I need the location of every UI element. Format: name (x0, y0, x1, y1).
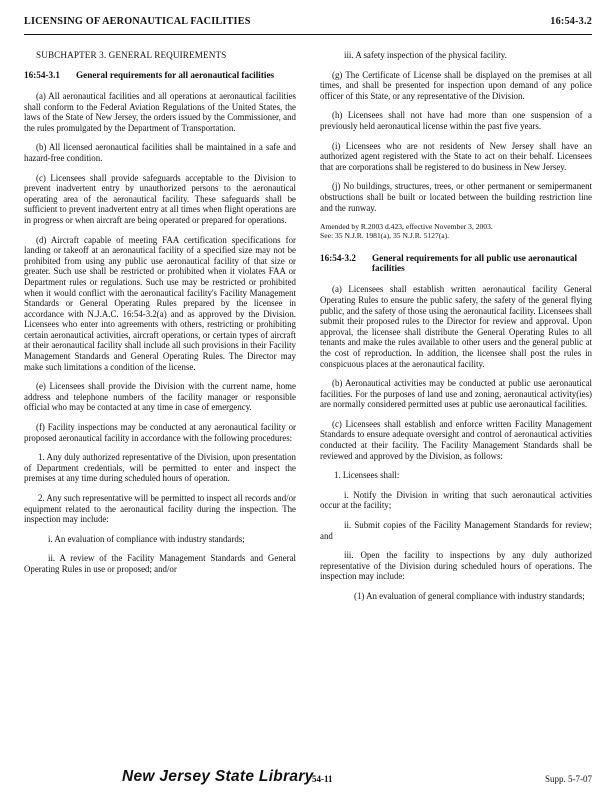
paragraph-h: (h) Licensees shall not have had more than one suspension of a previously held aeronautical license within the past five years. (320, 110, 592, 131)
paragraph-e: (e) Licensees shall provide the Division with the current name, home address and telephone numbers of the facility manager or responsible official who may be contacted at any time in case of emergency. (24, 381, 296, 413)
list-item-1: 1. Any duly authorized representative of the Division, upon presentation of Department credentials, will be permitted to enter and inspect the premises at any time during scheduled hours of operation. (24, 452, 296, 484)
sub-sub-item-1: (1) An evaluation of general compliance with industry standards; (354, 591, 585, 601)
running-header (24, 8, 592, 35)
left-column (24, 50, 296, 584)
paragraph-c: (c) Licensees shall provide safeguards acceptable to the Division to prevent inadvertent entry by unauthorized persons to the aeronautical operating area of the aeronautical facility. These safeguards shall be sufficient to prevent inadvertent entry at all times when flight operations are in progress or when aircraft are being operated or prepared for operations. (24, 172, 296, 225)
supplement-date: Supp. 5-7-07 (545, 774, 592, 784)
page-footer (24, 768, 592, 796)
paragraph-a: (a) Licensees shall establish written aeronautical facility General Operating Rules to ensure the public safety, the safety of the general flying public, and the safety of those using the aeronautical facility. Licensees shall submit their proposed rules to the Director for review and approval. Upon approval, the licensee shall distribute the General Operating Rules to all tenants and make the rules available to other users and the general public at the cost of reproduction. In addition, the licensee shall post the rules in conspicuous places at the aeronautical facility. (320, 284, 592, 369)
paragraph-b: (b) Aeronautical activities may be conducted at public use aeronautical facilities. For the purposes of land use and zoning, aeronautical activity(ies) are normally considered permitted uses at public use aeronautical facilities. (320, 378, 592, 410)
section-title: General requirements for all public use aeronautical facilities (372, 252, 578, 273)
library-logo: New Jersey State Library (122, 768, 314, 785)
sub-item-ii: ii. A review of the Facility Management Standards and General Operating Rules in use or proposed; and/or (24, 553, 296, 574)
amendment-line: Amended by R.2003 d.423, effective November 3, 2003. (320, 222, 493, 232)
sub-item-iii: iii. Open the facility to inspections by any duly authorized representative of the Division during scheduled hours of operations. The inspection may include: (320, 550, 592, 582)
header-title: LICENSING OF AERONAUTICAL FACILITIES (24, 15, 251, 27)
sub-item-ii: ii. Submit copies of the Facility Management Standards for review; and (320, 520, 592, 541)
section-heading-3-1 (24, 70, 296, 80)
list-item-1: 1. Licensees shall: (334, 470, 400, 481)
section-number: 16:54-3.2 (320, 252, 356, 263)
sub-item-iii: iii. A safety inspection of the physical facility. (344, 50, 507, 60)
page-number: 54-11 (312, 774, 333, 784)
amendment-citation: See: 35 N.J.R. 1981(a), 35 N.J.R. 5127(a). (320, 231, 450, 241)
section-heading-3-2 (320, 253, 592, 274)
paragraph-a: (a) All aeronautical facilities and all operations at aeronautical facilities shall conform to the Federal Aviation Regulations of the United States, the laws of the State of New Jersey, the orders issued by the Commissioner, and the rules promulgated by the Department of Transportation. (24, 91, 296, 133)
subchapter-heading: SUBCHAPTER 3. GENERAL REQUIREMENTS (36, 50, 227, 60)
paragraph-i: (i) Licensees who are not residents of New Jersey shall have an authorized agent registered with the State to act on their behalf. Licensees that are corporations shall be registered to do business in New Jersey. (320, 140, 592, 172)
paragraph-f: (f) Facility inspections may be conducted at any aeronautical facility or proposed aeronautical facility in accordance with the following procedures: (24, 422, 296, 443)
paragraph-d: (d) Aircraft capable of meeting FAA certification specifications for landing or takeoff at an aeronautical facility of a specified size may not be prohibited from using any public use aeronautical facility of that size or greater. Such use shall be restricted or prohibited when it violates FAA or Department rules or regulations. Such use may be restricted or prohibited when it would conflict with the aeronautical facility's Facility Management Standards or General Operating Rules prepared by the licensee in accordance with N.J.A.C. 16:54-3.2(a) and as approved by the Division. Licensees who enter into agreements with others, restricting or prohibiting certain aeronautical activities, aircraft operations, or certain types of aircraft at their aeronautical facility shall include all such provisions in their Facility Management Standards and General Operating Rules. The Director may make such limitations a condition of the license. (24, 234, 296, 372)
amendment-note (320, 222, 592, 240)
sub-item-i: i. Notify the Division in writing that such aeronautical activities occur at the facility; (320, 489, 592, 511)
paragraph-g: (g) The Certificate of License shall be displayed on the premises at all times, and shall be presented for inspection upon demand of any police officer of this State, or any representative of the Division. (320, 69, 592, 101)
list-item-2: 2. Any such representative will be permitted to inspect all records and/or equipment related to the aeronautical facility during the inspection. The inspection may include: (24, 493, 296, 525)
section-title: General requirements for all aeronautical facilities (76, 69, 275, 80)
sub-item-i: i. An evaluation of compliance with industry standards; (48, 533, 245, 544)
header-section-ref: 16:54-3.2 (550, 15, 592, 27)
section-number: 16:54-3.1 (24, 69, 60, 80)
paragraph-b: (b) All licensed aeronautical facilities shall be maintained in a safe and hazard-free condition. (24, 142, 296, 163)
right-column (320, 50, 592, 611)
paragraph-j: (j) No buildings, structures, trees, or other permanent or semipermanent obstructions shall be built or located between the building restriction line and the runway. (320, 181, 592, 213)
paragraph-c: (c) Licensees shall establish and enforce written Facility Management Standards to ensure adequate oversight and control of aeronautical activities conducted at their facility. The Facility Management Standards shall be reviewed and approved by the Division, as follows: (320, 418, 592, 461)
